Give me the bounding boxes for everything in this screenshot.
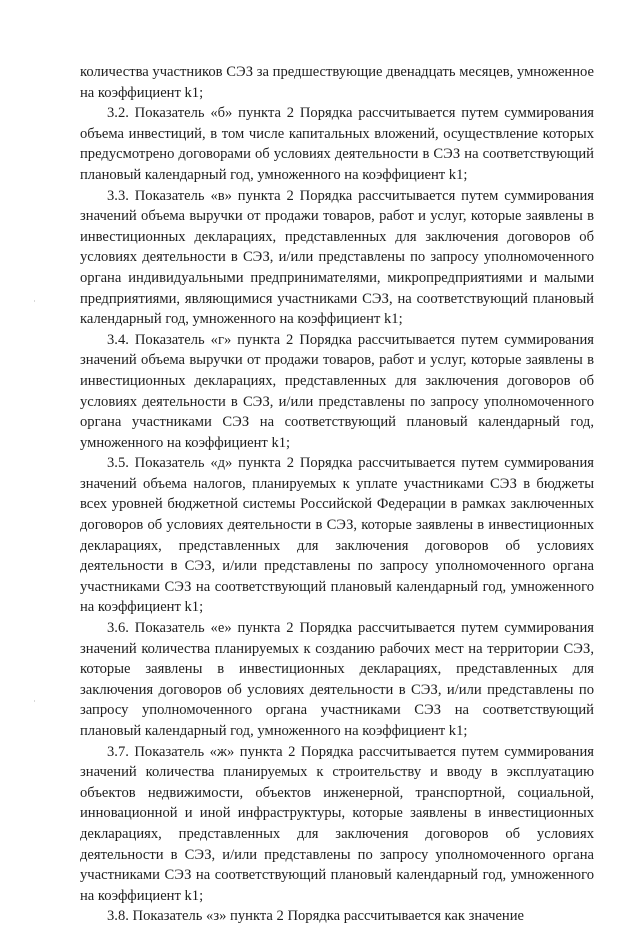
paragraph-3-2: 3.2. Показатель «б» пункта 2 Порядка рассчитывается путем суммирования объема инвестиций, в том числе капитальных вложений, осуществление которых предусмотрено договорами об условиях деятельности в СЭЗ на соответствующий плановый календарный год, умноженного на коэффициент k1; — [80, 105, 594, 183]
scan-edge-mark — [34, 700, 35, 702]
paragraph-3-7: 3.7. Показатель «ж» пункта 2 Порядка рассчитывается путем суммирования значений количества планируемых к строительству и вводу в эксплуатацию объектов недвижимости, объектов инженерной, транспортной, социальной, инновационной и иной инфраструктуры, которые заявлены в инвестиционных декларациях, представленных для заключения договоров об условиях деятельности в СЭЗ, и/или представлены по запросу уполномоченного органа участниками СЭЗ на соответствующий плановый календарный год, умноженного на коэффициент k1; — [80, 743, 594, 904]
scan-edge-mark — [34, 300, 35, 302]
paragraph-continuation: количества участников СЭЗ за предшествующие двенадцать месяцев, умноженное на коэффициент k1; — [80, 64, 594, 101]
document-body — [80, 62, 594, 927]
paragraph-3-3: 3.3. Показатель «в» пункта 2 Порядка рассчитывается путем суммирования значений объема выручки от продажи товаров, работ и услуг, которые заявлены в инвестиционных декларациях, представленных для заключения договоров об условиях деятельности в СЭЗ, и/или представлены по запросу уполномоченного органа индивидуальными предпринимателями, микропредприятиями и малыми предприятиями, являющимися участниками СЭЗ, на соответствующий плановый календарный год, умноженного на коэффициент k1; — [80, 187, 594, 328]
paragraph-3-8: 3.8. Показатель «з» пункта 2 Порядка рассчитывается как значение — [107, 908, 525, 925]
paragraph-3-5: 3.5. Показатель «д» пункта 2 Порядка рассчитывается путем суммирования значений объема налогов, планируемых к уплате участниками СЭЗ в бюджеты всех уровней бюджетной системы Российской Федерации в рамках заключенных договоров об условиях деятельности в СЭЗ, которые заявлены в инвестиционных декларациях, представленных для заключения договоров об условиях деятельности в СЭЗ, и/или представлены по запросу уполномоченного органа участниками СЭЗ на соответствующий плановый календарный год, умноженного на коэффициент k1; — [80, 455, 594, 616]
paragraph-3-6: 3.6. Показатель «е» пункта 2 Порядка рассчитывается путем суммирования значений количества планируемых к созданию рабочих мест на территории СЭЗ, которые заявлены в инвестиционных декларациях, представленных для заключения договоров об условиях деятельности в СЭЗ, и/или представлены по запросу уполномоченного органа участниками СЭЗ на соответствующий плановый календарный год, умноженного на коэффициент k1; — [80, 620, 594, 739]
paragraph-3-4: 3.4. Показатель «г» пункта 2 Порядка рассчитывается путем суммирования значений объема выручки от продажи товаров, работ и услуг, которые заявлены в инвестиционных декларациях, представленных для заключения договоров об условиях деятельности в СЭЗ, и/или представлены по запросу уполномоченного органа участниками СЭЗ на соответствующий плановый календарный год, умноженного на коэффициент k1; — [80, 331, 594, 451]
